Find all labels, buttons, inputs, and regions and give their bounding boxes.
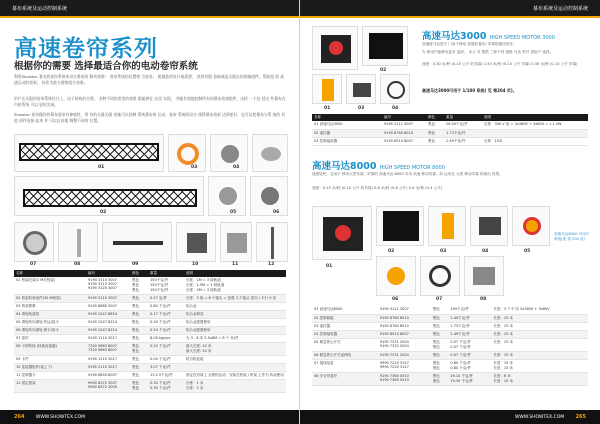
table-cell: 长度：6 米 长度：10 米 bbox=[491, 372, 588, 385]
estop-yellow-icon bbox=[387, 267, 405, 285]
table-cell: 9190 2247 8224 bbox=[86, 319, 130, 327]
truss-illustration bbox=[19, 143, 159, 161]
photo-12 bbox=[256, 222, 288, 262]
table-cell: 黑色 bbox=[426, 137, 444, 145]
table-cell: 7320 9863 8007 7320 9863 8007 bbox=[86, 343, 130, 356]
table-cell: 07 接线组盒 bbox=[312, 359, 378, 372]
table-cell: 12 固定框架 bbox=[14, 380, 86, 393]
p2-tag-03: 03 bbox=[440, 249, 447, 254]
panel-icon bbox=[383, 211, 419, 241]
table-row bbox=[312, 351, 588, 359]
table-cell: 0.57 克/件 bbox=[148, 295, 184, 303]
table-cell: 黑色 bbox=[130, 372, 148, 380]
table-cell: 长度：15 米 bbox=[491, 314, 588, 322]
table-cell: 9190 2247 8224 bbox=[86, 327, 130, 335]
table-cell: 150千克/件 150千克/件 150千克/件 bbox=[148, 277, 184, 295]
table-cell: 银色 bbox=[130, 327, 148, 335]
table-cell: 9190 8880 3007 bbox=[86, 303, 130, 311]
table-cell bbox=[184, 364, 286, 372]
product1-spec-table bbox=[312, 114, 588, 146]
table-row bbox=[14, 327, 286, 335]
table-cell: 9190 1110 3017 bbox=[86, 356, 130, 364]
table-row bbox=[312, 314, 588, 322]
pulley-icon bbox=[221, 145, 239, 163]
col-color: 颜色 bbox=[130, 270, 148, 277]
right-footer-url[interactable]: WWW.SHOWTEX.COM bbox=[514, 415, 565, 420]
photo-07 bbox=[14, 222, 54, 262]
table-row bbox=[14, 335, 286, 343]
table-cell: 11 控制器卡 bbox=[14, 372, 86, 380]
table-cell: 49.10 千克/件 79.30 千克/件 bbox=[448, 372, 491, 385]
table-cell: 黑色 黑色 bbox=[130, 343, 148, 356]
table-cell: 黑色 bbox=[130, 335, 148, 343]
p2-tag-01: 01 bbox=[326, 264, 333, 269]
table-row bbox=[14, 372, 286, 380]
truss-photo-02 bbox=[14, 176, 204, 216]
table-row bbox=[14, 277, 286, 295]
table-cell: 10 连接器组件(接上下) bbox=[14, 364, 86, 372]
table-cell: 铝合金 bbox=[184, 303, 286, 311]
table-cell: 01 高速马达8000 bbox=[312, 306, 378, 314]
right-header-text: 幕布系统及运动控制系统 bbox=[532, 6, 588, 12]
table-cell: 04 控制接收器 bbox=[312, 330, 378, 338]
remote2-photo bbox=[428, 206, 466, 246]
table-row bbox=[312, 330, 588, 338]
motor8000-photo bbox=[312, 206, 372, 260]
controller-icon bbox=[227, 233, 247, 253]
left-header-bar bbox=[0, 0, 300, 18]
p1-tag-04: 04 bbox=[392, 106, 399, 111]
table-cell: 黑色 bbox=[130, 356, 148, 364]
junction-box-icon bbox=[473, 267, 495, 285]
table-cell: 0.80 千克/件 0.80 千克/件 bbox=[448, 359, 491, 372]
truss-photo-01 bbox=[14, 134, 164, 172]
table-row bbox=[312, 121, 588, 129]
tag-01: 01 bbox=[98, 165, 105, 170]
table-cell: 黑色 bbox=[431, 314, 449, 322]
product2-title-en: HIGH SPEED MOTOR 8000 bbox=[379, 165, 445, 171]
page-subtitle: 根据你的需要 选择最适合你的电动卷帘系统 bbox=[14, 61, 198, 72]
table-cell: 黑色 bbox=[431, 330, 449, 338]
receiver-icon bbox=[353, 83, 371, 97]
table-cell: 05 滑轮转向滑轮 转运/装卡 bbox=[14, 319, 86, 327]
table-cell: 长度：1 米 长度：2 米 bbox=[184, 380, 286, 393]
junction-photo bbox=[464, 256, 504, 296]
product2-specs: 速度：0-10 米/秒 (0-10 公斤 的布幕) 0-8 米/秒 (0-8 公斤) 0-4 米/秒 (0-4 公斤) bbox=[312, 186, 443, 190]
col-code: 编号 bbox=[86, 270, 130, 277]
table-row bbox=[312, 306, 588, 314]
table-cell bbox=[482, 129, 588, 137]
col-color: 颜色 bbox=[426, 114, 444, 121]
cable-coil-icon bbox=[387, 81, 405, 99]
table-row bbox=[312, 137, 588, 145]
table-cell: 9190 8910 8007 bbox=[378, 330, 431, 338]
cable-photo bbox=[380, 74, 410, 104]
table-row bbox=[14, 311, 286, 319]
remote2-icon bbox=[442, 213, 454, 239]
table-cell: 黑色 bbox=[431, 306, 449, 314]
table-cell: 铝合金配置使用 bbox=[184, 327, 286, 335]
product1-title-en: HIGH SPEED MOTOR 3000 bbox=[489, 35, 555, 41]
table-cell: 03 控制接收器 bbox=[312, 137, 382, 145]
p2-tag-04: 04 bbox=[482, 249, 489, 254]
right-header-stripe bbox=[300, 16, 600, 18]
table-row bbox=[14, 295, 286, 303]
page-title: 高速卷帘系列 bbox=[14, 36, 158, 62]
tag-03: 03 bbox=[191, 165, 198, 170]
table-cell: 长度：300 V 电 = 3x380V + 3x80V = 1.1 kW bbox=[482, 121, 588, 129]
table-cell: 铝合金制造 bbox=[184, 311, 286, 319]
photo-10 bbox=[176, 222, 216, 262]
table-cell: 长度：3 段 = 8 个接头 = 加强 几个接头 卷帘 / 平行 9 条 bbox=[184, 295, 286, 303]
col-desc: 说明 bbox=[184, 270, 286, 277]
product1-specs: 速度：0.30 米/秒 (0-10 公斤 的布幕) 1.50 米/秒 (0-10 公斤 帘幕) 0.30 米/秒 (0-10 公斤 帘幕) bbox=[422, 62, 578, 66]
table-cell: 04 滑轮轨道组 bbox=[14, 311, 86, 319]
table-cell: 黑色 bbox=[130, 311, 148, 319]
tag-06: 06 bbox=[273, 210, 280, 215]
table-cell: 黑色 bbox=[130, 364, 148, 372]
table-cell: 0.04 千克/件 bbox=[148, 356, 184, 364]
table-row bbox=[312, 322, 588, 330]
estop2-photo bbox=[376, 256, 416, 296]
table-cell: 05 紧急停止开关 bbox=[312, 338, 378, 351]
table-cell: 黑色 bbox=[130, 295, 148, 303]
p1-tag-02: 02 bbox=[380, 68, 387, 73]
truss-illustration-2 bbox=[23, 189, 197, 207]
table-cell: 长度：15 米 bbox=[491, 338, 588, 351]
table-cell: 9190 7360 0510 9190 7360 0510 bbox=[378, 372, 431, 385]
table-cell: 9190 1110 3017 bbox=[86, 335, 130, 343]
tag-10: 10 bbox=[192, 262, 199, 267]
right-page bbox=[300, 0, 600, 424]
table-cell: 06 紧急停止开关延伸线 bbox=[312, 351, 378, 359]
table-cell: 长度：15 米 bbox=[491, 351, 588, 359]
table-cell: 26.00千克/件 bbox=[444, 121, 482, 129]
table-cell: 0.17 千克/件 bbox=[148, 311, 184, 319]
table-cell: 长度：15米 bbox=[482, 137, 588, 145]
table-cell: 02 遥控器 bbox=[312, 129, 382, 137]
table-row bbox=[14, 303, 286, 311]
left-footer bbox=[0, 410, 300, 424]
table-cell: 9190 7331 2004 9190 7332 2004 bbox=[378, 338, 431, 351]
left-table-body bbox=[14, 277, 286, 393]
photo-08 bbox=[58, 222, 98, 262]
intro-paragraph-1: 利用Showtec 著名的卷帘系统来设计幕布的 移动效果！ 卷帘系统的设置相 当容易， 根据您的设计或需要， 选用有限 卷轴或是无限长的卷轴组件，帮助组 织 高速运动的效果。 你作为最方便的组合效果。 bbox=[14, 74, 285, 85]
table-header-row bbox=[312, 114, 588, 121]
table-cell: 为 3 - 8 米 3.5x8M = 8 个 米/件 bbox=[184, 335, 286, 343]
table-cell: 长度：15 米 bbox=[491, 322, 588, 330]
table-cell: 黑色 bbox=[426, 129, 444, 137]
table-row bbox=[14, 364, 286, 372]
table-cell: 13.2 0千克/件 bbox=[148, 372, 184, 380]
table-cell: 9190 8760 8010 bbox=[382, 129, 426, 137]
tag-11: 11 bbox=[232, 262, 239, 267]
tag-08: 08 bbox=[74, 262, 81, 267]
left-spec-table bbox=[14, 270, 286, 393]
table-cell: 黑色 bbox=[130, 303, 148, 311]
photo-09 bbox=[102, 222, 172, 262]
table-cell: 07 卷帘 bbox=[14, 335, 86, 343]
table-cell: 1.40千克/件 bbox=[448, 314, 491, 322]
table-cell: 01 高速马达3000 bbox=[312, 121, 382, 129]
table-cell: 黑色 黑色 bbox=[431, 338, 449, 351]
intro-paragraph-2: 用户在无限的卷帘系统设计上，由于结构的合理， 各种不同的类型的效果 都能够在 这里 实现， 并能有效地控制所有的幕布效果组件，这样 一个包 括这 些幕布在内的系统 可以 轻松完成。 bbox=[14, 96, 286, 107]
table-cell: 长度：15 米 长度：15 米 bbox=[491, 359, 588, 372]
photo-06 bbox=[250, 176, 288, 216]
photo-11 bbox=[220, 222, 252, 262]
right-footer bbox=[300, 410, 600, 424]
emergency-stop-icon bbox=[523, 217, 541, 235]
orange-wheel-icon bbox=[177, 143, 199, 165]
bracket-icon bbox=[261, 187, 279, 205]
table-cell: 9190 8760 8010 bbox=[378, 314, 431, 322]
remote-photo bbox=[312, 74, 342, 104]
cable2-photo bbox=[420, 256, 460, 296]
table-cell: 01 桁架托架(1 M长桁架) bbox=[14, 277, 86, 295]
motor8000-red-cap bbox=[335, 225, 351, 241]
table-cell: 1.73千克/件 bbox=[444, 129, 482, 137]
product1-title-cn: 高速马达3000 bbox=[422, 31, 487, 42]
motor-red-cap bbox=[329, 41, 343, 55]
tag-12: 12 bbox=[268, 262, 275, 267]
table-row bbox=[14, 343, 286, 356]
product2-side-note: 高速马达8000 可用于 系统(见 第 204 页) bbox=[554, 232, 590, 242]
table-cell: 铝合金配置使用 bbox=[184, 319, 286, 327]
table-cell: 08 小型转接 (转换连接器) bbox=[14, 343, 86, 356]
table-cell: 9990 7220 3147 9990 7220 3147 bbox=[378, 359, 431, 372]
table-cell: 1.73千克/件 bbox=[448, 322, 491, 330]
table-cell: 9190 2247 8854 bbox=[86, 311, 130, 319]
table-cell: 长度：3 个不 同 3x380V + 3x80V bbox=[491, 306, 588, 314]
photo-05b bbox=[208, 176, 246, 216]
table-cell: 黑色 黑色 bbox=[431, 372, 449, 385]
table-cell: 9190 3115 3007 bbox=[86, 295, 130, 303]
left-footer-url[interactable]: WWW.SHOWTEX.COM bbox=[35, 415, 86, 420]
table-cell: 8.00 kg/pcs bbox=[148, 335, 184, 343]
product2-table-body bbox=[312, 306, 588, 385]
table-cell: 黑色 bbox=[431, 322, 449, 330]
table-cell: 长度：1M = 3 段轨道 长度：1.5M = 3 段轨道 长度：2M = 3 段轨道 bbox=[184, 277, 286, 295]
table-cell: 100千克/件 bbox=[448, 306, 491, 314]
photo-03 bbox=[168, 134, 206, 172]
tag-05: 05 bbox=[230, 210, 237, 215]
table-cell: 黑色 bbox=[431, 351, 449, 359]
receiver2-photo bbox=[470, 206, 508, 246]
product2-title bbox=[312, 158, 445, 172]
table-cell: 02 桁架转角组件(30 M桁架) bbox=[14, 295, 86, 303]
table-cell: 2.49千克/件 bbox=[448, 330, 491, 338]
motor3000-photo bbox=[312, 26, 358, 70]
table-cell: 黑色 黑色 bbox=[431, 359, 449, 372]
col-name: 名称 bbox=[14, 270, 86, 277]
product1-title bbox=[422, 28, 555, 42]
table-cell: 9190 3111 3007 bbox=[378, 306, 431, 314]
left-header-stripe bbox=[0, 16, 300, 18]
product1-desc1: 高速度马达是专 门用于移动 质感软幕布/ 帘幕的最佳伙伴。 bbox=[422, 42, 517, 46]
col-weight: 重量 bbox=[148, 270, 184, 277]
table-cell: 03 桁架锁紧 bbox=[14, 303, 86, 311]
table-cell: 固定在帘幕上 全程的运动，安装在桁架 / 桁架 上作为 传动使用 bbox=[184, 372, 286, 380]
table-cell: 0.07 千克/件 bbox=[448, 351, 491, 359]
tag-02: 02 bbox=[100, 210, 107, 215]
table-cell: 9190 3111 3007 bbox=[382, 121, 426, 129]
table-cell: 9190 2110 3017 bbox=[86, 364, 130, 372]
right-page-number: 265 bbox=[575, 414, 586, 420]
p2-tag-08: 08 bbox=[480, 297, 487, 302]
remote-icon bbox=[322, 79, 334, 101]
table-cell: 黑色 黑色 bbox=[130, 380, 148, 393]
table-cell: 黑色 黑色 黑色 bbox=[130, 277, 148, 295]
table-row bbox=[312, 359, 588, 372]
product1-note: 高速马达3000可用于 1/100 系统( 见 第204 页)。 bbox=[422, 88, 517, 93]
col-name: 名称 bbox=[312, 114, 382, 121]
table-cell: 0.54 千克/件 bbox=[148, 327, 184, 335]
p2-tag-06: 06 bbox=[392, 297, 399, 302]
product1-desc2: 为 使用户能够有更多 选择， 本公 司 提供 三种不同 规格 马达 型号 供用户 选择。 bbox=[422, 50, 554, 54]
table-cell: 最大长度: 10 米 最大长度: 20 米 bbox=[184, 343, 286, 356]
table-cell: 9190 6850 8007 bbox=[86, 372, 130, 380]
motor-part-icon bbox=[219, 187, 237, 205]
tag-09: 09 bbox=[132, 262, 139, 267]
product2-spec-table bbox=[312, 306, 588, 386]
table-cell: 09 卡件 bbox=[14, 356, 86, 364]
table-cell: 银色 bbox=[130, 319, 148, 327]
p2-tag-05: 05 bbox=[524, 249, 531, 254]
cable2-coil-icon bbox=[429, 265, 451, 287]
table-cell: 0.07 千克/件 0.07 千克/件 bbox=[448, 338, 491, 351]
table-cell: 03 遥控器 bbox=[312, 322, 378, 330]
photo-04 bbox=[210, 134, 248, 172]
table-row bbox=[312, 129, 588, 137]
table-cell: 0.20 千克/件 bbox=[148, 343, 184, 356]
table-header-row bbox=[14, 270, 286, 277]
frame-icon bbox=[271, 227, 274, 259]
estop-photo bbox=[512, 206, 550, 246]
rod-icon bbox=[77, 229, 81, 257]
table-row bbox=[14, 380, 286, 393]
table-cell: 06 滑轮转向滑轮 固卡/装卡 bbox=[14, 327, 86, 335]
table-cell: 08 安全帘卷杆 bbox=[312, 372, 378, 385]
product2-desc: 速度较快，且用于 移动大型布幕。帘幕的 高速马达 8000 可用 高速 移动帘幕，如 运用在 大型 移动帘幕 的演出 效果。 bbox=[312, 172, 503, 176]
product2-title-cn: 高速马达8000 bbox=[312, 161, 377, 172]
col-code: 编号 bbox=[382, 114, 426, 121]
table-cell: 黑色 bbox=[426, 121, 444, 129]
p1-tag-01: 01 bbox=[324, 106, 331, 111]
table-cell: 2.49千克/件 bbox=[444, 137, 482, 145]
table-row bbox=[312, 338, 588, 351]
table-cell: 长度：15 米 bbox=[491, 330, 588, 338]
p1-tag-03: 03 bbox=[358, 106, 365, 111]
table-cell: 9190 7331 2004 bbox=[378, 351, 431, 359]
controller-photo bbox=[362, 26, 408, 66]
clamp-icon bbox=[261, 147, 281, 161]
col-desc: 说明 bbox=[482, 114, 588, 121]
table-cell: 9190 8760 8010 bbox=[378, 322, 431, 330]
table-cell: 0.80 千克/件 bbox=[148, 303, 184, 311]
table-cell: 粘合物连接 bbox=[184, 356, 286, 364]
receiver-photo bbox=[346, 74, 376, 104]
table-row bbox=[312, 372, 588, 385]
receiver2-icon bbox=[479, 217, 501, 235]
tag-07: 07 bbox=[30, 262, 37, 267]
right-header-bar bbox=[300, 0, 600, 18]
table-cell: 3.07 千克/件 bbox=[148, 364, 184, 372]
controller-box-icon bbox=[369, 33, 403, 59]
table-cell: 9190 8910 8007 bbox=[382, 137, 426, 145]
table-row bbox=[14, 319, 286, 327]
p2-tag-07: 07 bbox=[436, 297, 443, 302]
cable-icon bbox=[113, 241, 163, 245]
p2-tag-02: 02 bbox=[388, 249, 395, 254]
table-cell: 9900 8372 3007 9900 8372 3009 bbox=[86, 380, 130, 393]
table-cell: 9190 3110 3007 9190 3115 3007 9190 3120 3007 bbox=[86, 277, 130, 295]
col-weight: 重量 bbox=[444, 114, 482, 121]
table-cell: 0.50 千克/件 bbox=[148, 319, 184, 327]
table-row bbox=[14, 356, 286, 364]
intro-paragraph-3: Showtec 卷帘操作的幕布要求有伸缩性，带 有的无缝无限 卷轴可以控制 系统幕布的 运动，卷帘 系统的设计 使得幕布效果 达到更好，也可以把幕布与系 统的 其他 部件连接 起来 并 可以自由地 调整不同的 位置。 bbox=[14, 112, 286, 123]
reel-icon bbox=[23, 231, 47, 255]
product1-table-body bbox=[312, 121, 588, 145]
panel-photo bbox=[376, 206, 424, 246]
table-cell: 02 控制面板 bbox=[312, 314, 378, 322]
tag-04: 04 bbox=[233, 165, 240, 170]
photo-05 bbox=[252, 134, 288, 172]
connector-icon bbox=[187, 233, 207, 253]
left-header-text: 幕布系统及运动控制系统 bbox=[12, 6, 68, 12]
table-cell: 0.30 千克/件 0.30 千克/件 bbox=[148, 380, 184, 393]
left-page-number: 264 bbox=[14, 414, 25, 420]
